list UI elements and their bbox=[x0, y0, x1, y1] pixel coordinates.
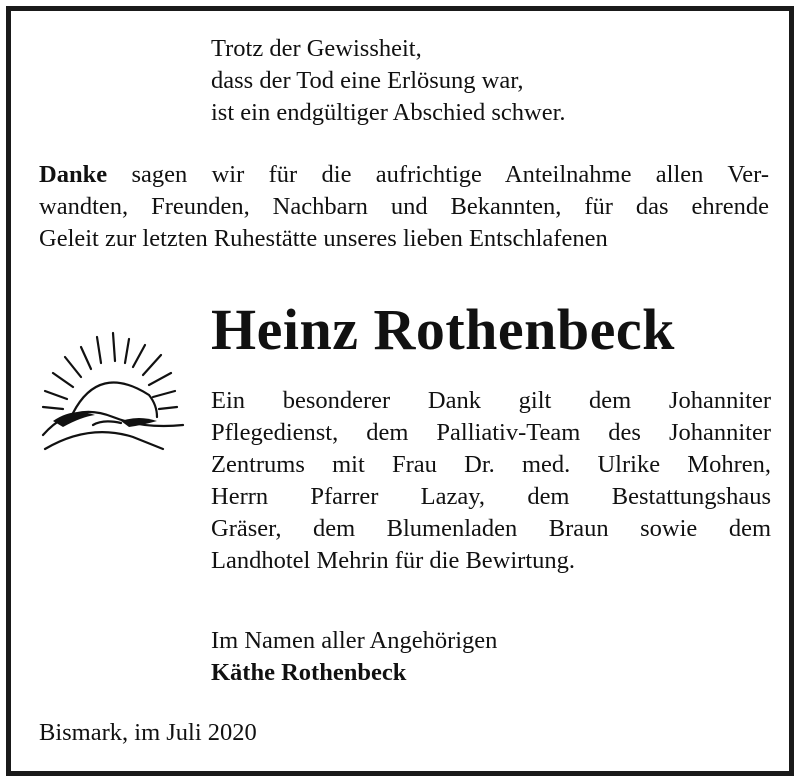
special-thanks-line-5: Gräser, dem Blumenladen Braun sowie dem bbox=[211, 515, 771, 542]
deceased-name: Heinz Rothenbeck bbox=[211, 297, 675, 362]
thanks-line-2: wandten, Freunden, Nachbarn und Bekannten, für das ehrende bbox=[39, 193, 769, 220]
quote-line-2: dass der Tod eine Erlösung war, bbox=[211, 67, 524, 94]
thanks-line-3: Geleit zur letzten Ruhestätte unseres lieben Entschlafenen bbox=[39, 225, 608, 252]
special-thanks-line-2: Pflegedienst, dem Palliativ-Team des Johanniter bbox=[211, 419, 771, 446]
place-date: Bismark, im Juli 2020 bbox=[39, 719, 257, 746]
thanks-emphasis: Danke bbox=[39, 161, 108, 188]
thanks-line-1 bbox=[39, 159, 769, 191]
obituary-notice bbox=[6, 6, 794, 776]
signature-intro: Im Namen aller Angehörigen bbox=[211, 627, 498, 654]
thanks-line-1-rest: sagen wir für die aufrichtige Anteilnahme allen Ver- bbox=[131, 161, 770, 188]
signature-name: Käthe Rothenbeck bbox=[211, 659, 407, 686]
special-thanks-line-6: Landhotel Mehrin für die Bewirtung. bbox=[211, 547, 576, 574]
sunrise-icon bbox=[33, 325, 193, 461]
special-thanks-line-4: Herrn Pfarrer Lazay, dem Bestattungshaus bbox=[211, 483, 771, 510]
quote-line-3: ist ein endgültiger Abschied schwer. bbox=[211, 99, 566, 126]
special-thanks-line-3: Zentrums mit Frau Dr. med. Ulrike Mohren, bbox=[211, 451, 771, 478]
quote-line-1: Trotz der Gewissheit, bbox=[211, 35, 422, 62]
special-thanks-line-1: Ein besonderer Dank gilt dem Johanniter bbox=[211, 387, 771, 414]
